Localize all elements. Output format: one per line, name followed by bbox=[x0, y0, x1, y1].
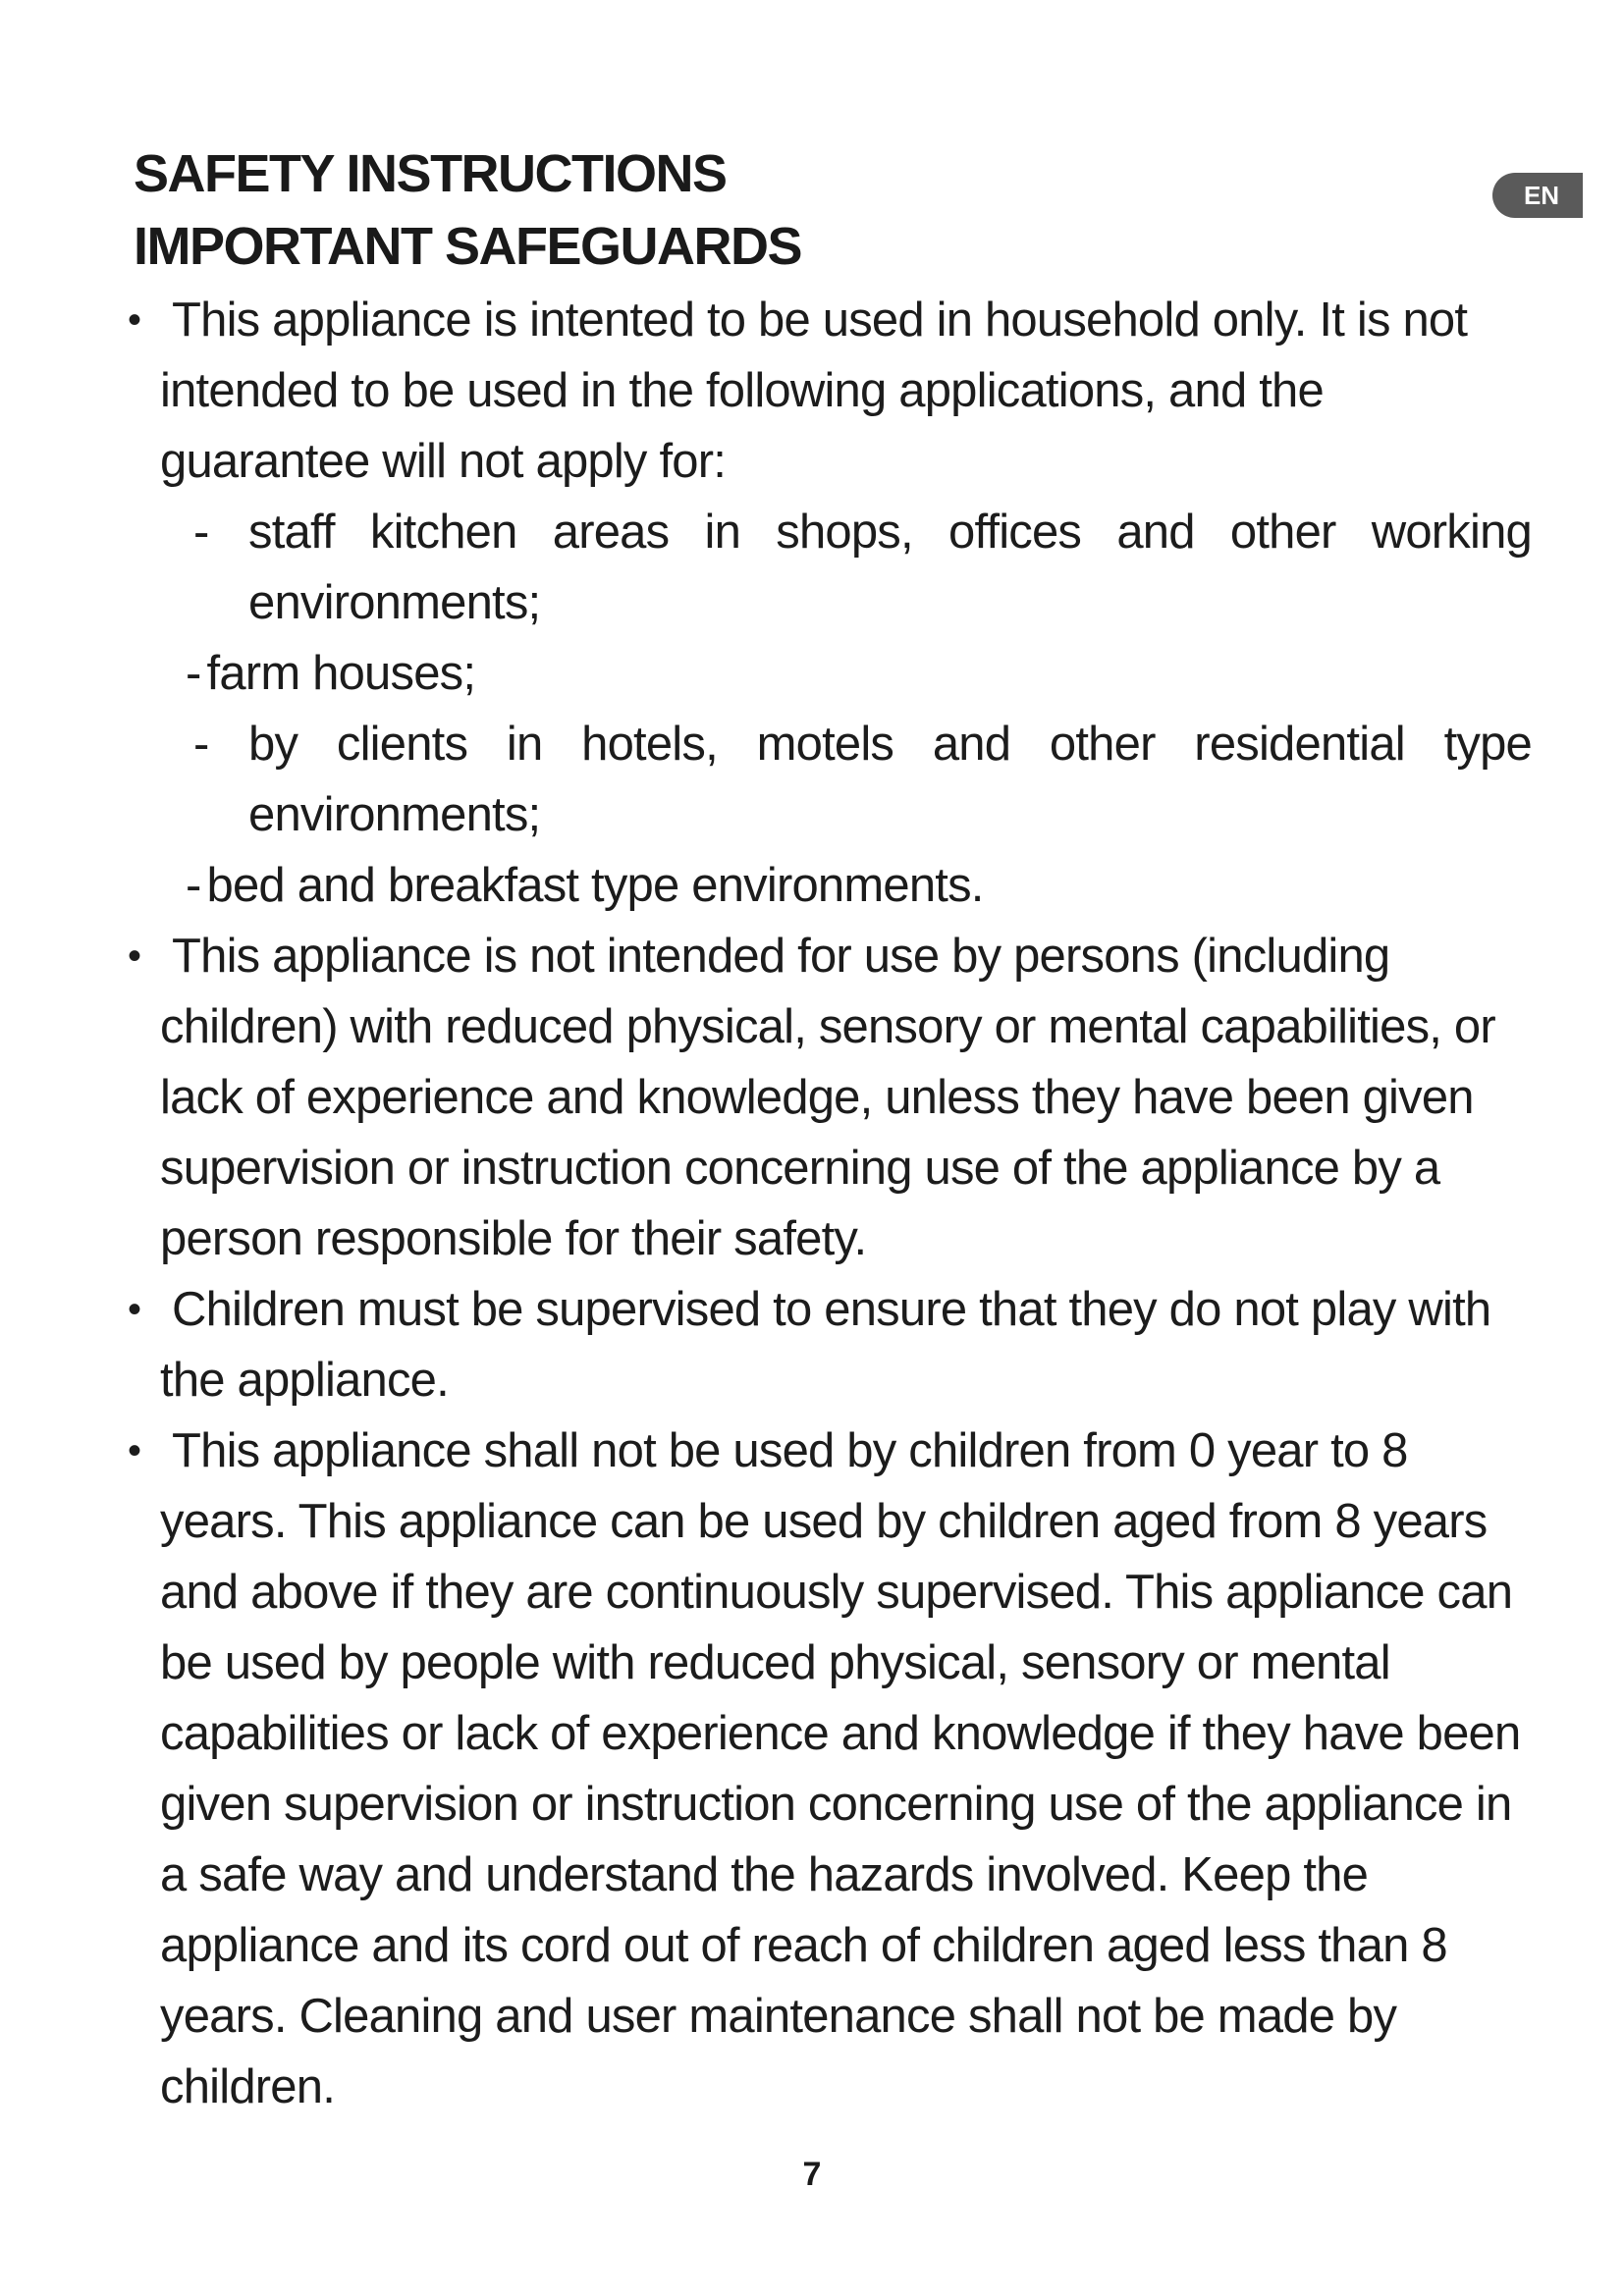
bullet-icon: • bbox=[128, 298, 141, 342]
language-badge: EN bbox=[1492, 173, 1583, 218]
bullet-icon: • bbox=[128, 1288, 141, 1331]
bullet-icon: • bbox=[128, 1429, 141, 1472]
section-title: SAFETY INSTRUCTIONS bbox=[134, 144, 727, 203]
list-item-text: This appliance is not intended for use by persons (including children) with reduced physical, sensory or mental capabilities, or lack of experience and knowledge, unless they have been given supervision or instruction concerning use of the appliance by a person responsible for their safety. bbox=[160, 930, 1495, 1265]
dash-icon: - bbox=[193, 506, 209, 559]
sub-list-item bbox=[186, 709, 1532, 850]
dash-icon: - bbox=[193, 718, 209, 771]
list-item-text: This appliance shall not be used by children from 0 year to 8 years. This appliance can be used by children aged from 8 years and above if they are continuously supervised. This appliance can be used by people with reduced physical, sensory or mental capabilities or lack of experience and knowledge if they have been given supervision or instruction concerning use of the appliance in a safe way and understand the hazards involved. Keep the appliance and its cord out of reach of children aged less than 8 years. Cleaning and user maintenance shall not be made by children. bbox=[160, 1424, 1521, 2113]
dash-icon: - bbox=[186, 647, 201, 700]
sub-list-item-text: farm houses; bbox=[206, 647, 476, 700]
list-item-text: This appliance is intented to be used in household only. It is not intended to be used in the following applications, and the guarantee will not apply for: bbox=[160, 294, 1468, 488]
list-item bbox=[128, 285, 1532, 921]
excluded-applications-list bbox=[160, 497, 1532, 921]
heading-block bbox=[134, 137, 1410, 283]
sub-list-item-text: staff kitchen areas in shops, offices and other working environments; bbox=[248, 506, 1532, 629]
page-number: 7 bbox=[802, 2156, 822, 2193]
sub-list-item bbox=[186, 497, 1532, 638]
sub-list-item-text: bed and breakfast type environments. bbox=[206, 859, 984, 912]
dash-icon: - bbox=[186, 859, 201, 912]
bullet-icon: • bbox=[128, 934, 141, 978]
sub-list-item-text: by clients in hotels, motels and other residential type environments; bbox=[248, 718, 1532, 841]
list-item bbox=[128, 1415, 1532, 2122]
safeguards-list bbox=[128, 285, 1532, 2122]
sub-list-item bbox=[186, 638, 1532, 709]
list-item bbox=[128, 1274, 1532, 1415]
list-item-text: Children must be supervised to ensure that they do not play with the appliance. bbox=[160, 1283, 1491, 1407]
list-item bbox=[128, 921, 1532, 1274]
section-subtitle: IMPORTANT SAFEGUARDS bbox=[134, 217, 801, 276]
sub-list-item bbox=[186, 850, 1532, 921]
